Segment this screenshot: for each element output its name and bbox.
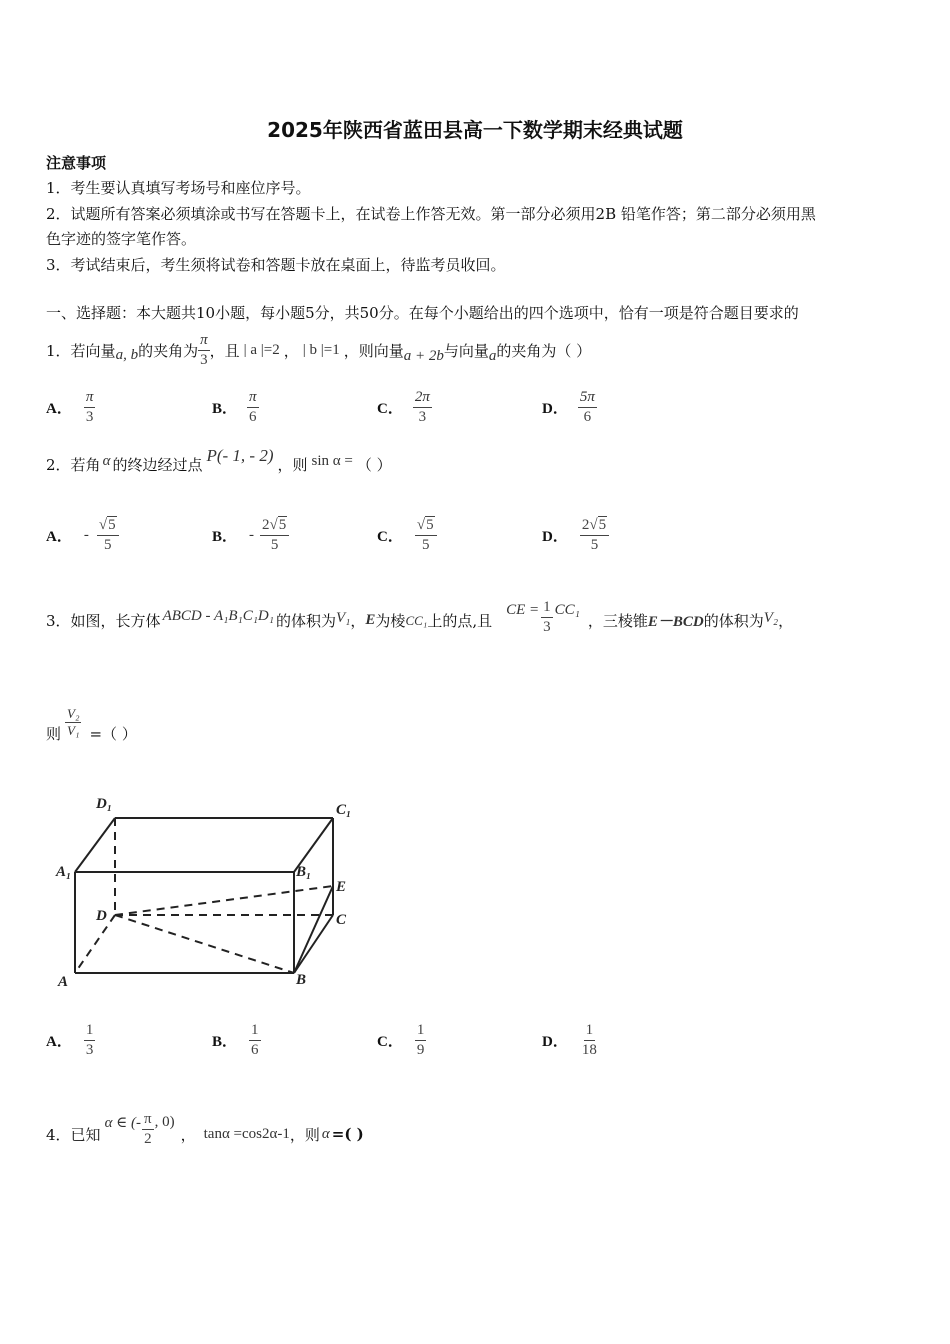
v2: V₂ — [763, 609, 779, 626]
option-c[interactable]: C． $\frac{2\pi}{3}$ — [377, 388, 430, 425]
question-number: 2． — [46, 455, 71, 474]
alpha: α — [321, 1125, 330, 1142]
notice-item: 3．考试结束后，考生须将试卷和答题卡放在桌面上，待监考员收回。 — [46, 256, 506, 274]
option-b[interactable]: B． - $\frac{2√5}{5}$ — [212, 510, 289, 560]
q-text: ，则 — [289, 1125, 320, 1144]
q-text: 的体积为 — [275, 611, 336, 630]
label-b1: B₁ — [296, 864, 312, 880]
vector-sum: a + 2b — [403, 347, 444, 364]
q-text: 若向量 — [70, 341, 116, 360]
q-text: 如图，长方体 — [70, 611, 161, 630]
q-text: ，则向量 — [343, 341, 404, 360]
v1: V₁ — [336, 609, 351, 626]
q-text: ， — [778, 611, 794, 630]
angle-fraction: $\frac{\pi}{3}$ — [200, 331, 208, 368]
notice-item: 1．考生要认真填写考场号和座位序号。 — [46, 179, 311, 197]
ce-eq: CE = — [506, 601, 540, 618]
volume-ratio: $\frac{\text{V₂}}{\text{V₁}}$ — [67, 705, 80, 738]
q3-ratio-line — [46, 698, 137, 746]
alpha-range-start: α ∈ (- — [104, 1114, 142, 1131]
ratio-fraction: $\frac{1}{3}$ — [543, 598, 551, 635]
q2-options — [46, 510, 746, 560]
cuboid-figure — [50, 790, 370, 990]
option-b[interactable]: B． $\frac{\pi}{6}$ — [212, 388, 257, 425]
option-c[interactable]: C． $\frac{√5}{5}$ — [377, 510, 437, 560]
q-text: ，则 — [277, 455, 308, 474]
option-b[interactable]: B． $\frac{1}{6}$ — [212, 1021, 259, 1058]
q-text: ， — [350, 611, 366, 630]
label-c1: C₁ — [336, 802, 352, 818]
q-text: 则 — [46, 724, 62, 743]
condition-b: | b |=1 — [302, 341, 340, 358]
section-heading: 一、选择题：本大题共10小题，每小题5分，共50分。在每个小题给出的四个选项中，恰有一项是符合题目要求的 — [46, 304, 799, 322]
solid-name: ABCD - A₁B₁C₁D₁ — [162, 607, 274, 624]
q-text: 的夹角为（ ） — [496, 341, 592, 360]
condition-a: | a |=2 — [243, 341, 280, 358]
label-b: B — [296, 972, 307, 988]
question-number: 4． — [46, 1125, 71, 1144]
question-number: 1． — [46, 341, 71, 360]
alpha: α — [102, 452, 111, 469]
q-text: 上的点,且 — [427, 611, 493, 630]
option-d[interactable]: D． $\frac{2√5}{5}$ — [542, 510, 609, 560]
q-text: ，三棱锥 — [587, 611, 648, 630]
pi-half: $\frac{\pi}{2}$ — [144, 1110, 152, 1147]
q-text: ， — [180, 1125, 196, 1144]
q-text: 与向量 — [443, 341, 489, 360]
equation: tanα =cos2α-1 — [203, 1125, 290, 1142]
option-a[interactable]: A． $\frac{\pi}{3}$ — [46, 388, 94, 425]
q-text: 的体积为 — [703, 611, 764, 630]
point-p: P(- 1, - 2) — [206, 446, 274, 465]
label-e: E — [336, 879, 347, 895]
q1-options — [46, 384, 746, 430]
notice-item: 2．试题所有答案必须填涂或书写在答题卡上，在试卷上作答无效。第一部分必须用2B 铅笔作答；第二部分必须用黑 — [46, 205, 816, 223]
pyramid-name: E－BCD — [647, 613, 704, 630]
notice-item: 色字迹的签字笔作答。 — [46, 230, 197, 248]
q-text: 的夹角为 — [138, 341, 199, 360]
label-a: A — [58, 974, 69, 990]
option-a[interactable]: A． - $\frac{√5}{5}$ — [46, 510, 119, 560]
question-3 — [46, 598, 793, 642]
cc1: CC₁ — [554, 601, 580, 618]
option-a[interactable]: A． $\frac{1}{3}$ — [46, 1021, 94, 1058]
q-text: 的终边经过点 — [112, 455, 203, 474]
question-number: 3． — [46, 611, 71, 630]
option-d[interactable]: D． $\frac{5\pi}{6}$ — [542, 388, 595, 425]
q3-options — [46, 1016, 746, 1064]
label-a1: A₁ — [56, 864, 72, 880]
q-text: 已知 — [70, 1125, 101, 1144]
q-text: =( ) — [331, 1125, 364, 1143]
notice-heading: 注意事项 — [46, 154, 107, 172]
q-text: （ ） — [356, 455, 392, 474]
q-text: =（ ） — [89, 724, 137, 743]
option-d[interactable]: D． $\frac{1}{18}$ — [542, 1021, 597, 1058]
question-1 — [46, 330, 591, 370]
alpha-range-end: , 0) — [154, 1113, 175, 1130]
label-c: C — [336, 912, 347, 928]
question-2 — [46, 446, 392, 482]
q-text: 为棱 — [375, 611, 406, 630]
label-d1: D₁ — [96, 796, 113, 812]
q-text: ， — [283, 341, 299, 360]
q-text: 若角 — [70, 455, 101, 474]
sin-alpha: sin α = — [311, 452, 353, 469]
vector-a: a — [488, 347, 497, 364]
vectors-ab: a, b — [115, 346, 139, 363]
label-d: D — [96, 908, 107, 924]
question-4 — [46, 1102, 364, 1152]
option-c[interactable]: C． $\frac{1}{9}$ — [377, 1021, 425, 1058]
point-e: E — [365, 611, 376, 628]
q-text: ，且 — [209, 341, 240, 360]
page-title: 2025年陕西省蓝田县高一下数学期末经典试题 — [267, 118, 683, 142]
edge-cc1: CC₁ — [405, 613, 428, 628]
